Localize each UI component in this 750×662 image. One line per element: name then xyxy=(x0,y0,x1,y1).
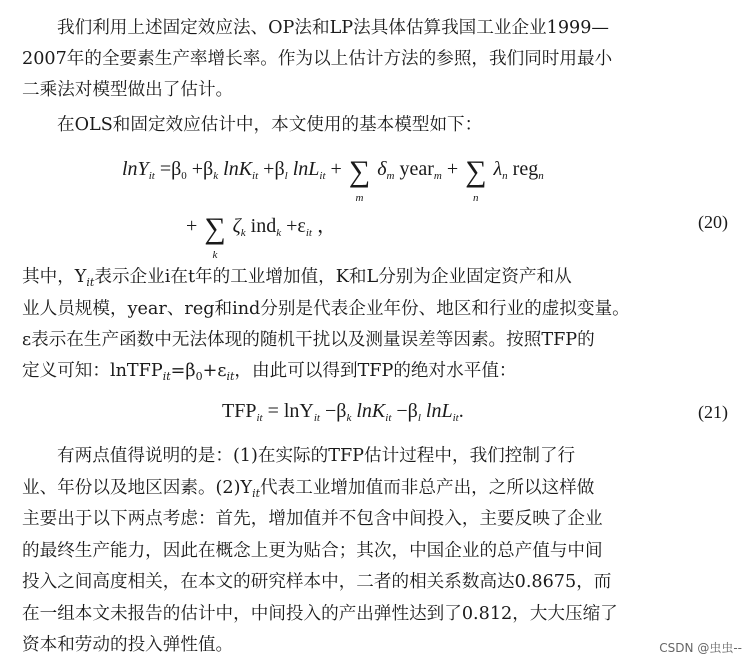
p3-sub-it: it xyxy=(86,276,95,289)
eq21-sub-k: k xyxy=(346,412,352,424)
eq20-sub-k: k xyxy=(213,170,219,182)
eq21-dot: . xyxy=(458,400,464,422)
paragraph-4-line-4: 的最终生产能力，因此在概念上更为贴合；其次，中国企业的总产值与中间 xyxy=(22,541,603,561)
csdn-watermark: CSDN @虫虫-- xyxy=(659,641,742,655)
p4-sub-it: it xyxy=(252,487,261,500)
eq20-equals-beta: =β xyxy=(159,158,182,180)
p4-line2-a: 业、年份以及地区因素。(2)Y xyxy=(22,478,253,498)
eq21-sub-it-3: it xyxy=(385,412,392,424)
paragraph-4-line-7: 资本和劳动的投入弹性值。 xyxy=(22,635,234,655)
p3-sub-it-3: it xyxy=(226,370,235,383)
equation-20-row-1 xyxy=(122,155,544,204)
paragraph-3-line-4 xyxy=(22,359,517,389)
eq21-lnK: lnK xyxy=(356,400,386,422)
eq20-sub-it-4: it xyxy=(305,227,312,239)
equation-21 xyxy=(222,400,464,424)
paragraph-2-line-1: 在OLS和固定效应估计中，本文使用的基本模型如下： xyxy=(57,115,483,135)
paragraph-1-line-2: 2007年的全要素生产率增长率。作为以上估计方法的参照，我们同时用最小 xyxy=(22,49,613,69)
eq20-sub-it-2: it xyxy=(252,170,259,182)
eq20-year: year xyxy=(399,158,434,180)
p4-line2-b: 代表工业增加值而非总产出，之所以这样做 xyxy=(260,478,595,498)
eq20-sub-m: m xyxy=(386,170,395,182)
p3-line4-c: +ε xyxy=(202,361,227,381)
p3-sub-it-2: it xyxy=(162,370,171,383)
eq20-sub-0: 0 xyxy=(181,170,187,182)
sum-m-symbol: ∑ m xyxy=(349,162,370,182)
eq21-minus-beta-l: −β xyxy=(396,400,418,422)
eq20-sub-l: l xyxy=(284,170,288,182)
eq20-sub-n: n xyxy=(502,170,508,182)
eq20-reg: reg xyxy=(512,158,539,180)
eq21-tfp: TFP xyxy=(222,400,257,422)
paragraph-4-line-1: 有两点值得说明的是：(1)在实际的TFP估计过程中，我们控制了行 xyxy=(57,446,576,466)
paragraph-4-line-6: 在一组本文未报告的估计中，中间投入的产出弹性达到了0.812，大大压缩了 xyxy=(22,604,618,624)
equation-20-row-2 xyxy=(186,209,337,261)
eq21-sub-l: l xyxy=(417,412,421,424)
p3-line4-a: 定义可知：lnTFP xyxy=(22,361,163,381)
eq20-zeta: ζ xyxy=(232,215,241,237)
paragraph-1-line-1: 我们利用上述固定效应法、OP法和LP法具体估算我国工业企业1999— xyxy=(57,18,609,38)
sum-n-symbol: ∑ n xyxy=(465,162,486,182)
eq20-sub-m-2: m xyxy=(433,170,442,182)
paragraph-4-line-3: 主要出于以下两点考虑：首先，增加值并不包含中间投入，主要反映了企业 xyxy=(22,509,603,529)
eq21-sub-it-2: it xyxy=(313,412,320,424)
eq20-lambda: λ xyxy=(493,158,503,180)
eq20-lnY: lnY xyxy=(122,158,149,180)
eq21-sub-it-4: it xyxy=(452,412,459,424)
sum-k-limit: k xyxy=(212,249,218,261)
paragraph-4-line-2 xyxy=(22,476,594,506)
eq20-ind: ind xyxy=(250,215,277,237)
eq21-minus-beta-k: −β xyxy=(325,400,347,422)
eq20-plus-beta-l: +β xyxy=(263,158,285,180)
eq20-sub-it: it xyxy=(148,170,155,182)
eq20-plus-4: + xyxy=(446,158,459,180)
eq20-lnK: lnK xyxy=(223,158,253,180)
eq21-equals-lnY: = lnY xyxy=(267,400,314,422)
p3-line1-b: 表示企业i在t年的工业增加值，K和L分别为企业固定资产和从 xyxy=(94,267,572,287)
eq21-sub-it: it xyxy=(256,412,263,424)
paragraph-1-line-3: 二乘法对模型做出了估计。 xyxy=(22,80,234,100)
p3-line4-b: =β xyxy=(170,361,196,381)
paragraph-3-line-2: 业人员规模，year、reg和ind分别是代表企业年份、地区和行业的虚拟变量。 xyxy=(22,299,630,319)
paragraph-4-line-5: 投入之间高度相关，在本文的研究样本中，二者的相关系数高达0.8675，而 xyxy=(22,572,612,592)
eq20-sub-k-3: k xyxy=(276,227,282,239)
eq20-plus-epsilon: +ε xyxy=(286,215,306,237)
p3-line4-d: ，由此可以得到TFP的绝对水平值： xyxy=(234,361,517,381)
eq21-lnL: lnL xyxy=(425,400,453,422)
sum-m-limit: m xyxy=(355,192,364,204)
eq20-plus-3: + xyxy=(330,158,342,180)
eq20-comma: ， xyxy=(316,215,337,237)
p3-sub-0: 0 xyxy=(195,370,203,383)
eq20-plus-beta-k: +β xyxy=(191,158,214,180)
eq20-sub-it-3: it xyxy=(319,170,326,182)
p3-line1-a: 其中，Y xyxy=(22,267,87,287)
equation-21-number: (21) xyxy=(698,402,728,422)
paragraph-3-line-1 xyxy=(22,265,572,295)
sum-k-symbol: ∑ k xyxy=(204,219,225,239)
equation-20-number: (20) xyxy=(698,212,728,232)
sum-n-limit: n xyxy=(473,192,479,204)
eq20-row2-plus: + xyxy=(186,215,198,237)
eq20-sub-k-2: k xyxy=(240,227,246,239)
paragraph-3-line-3: ε表示在生产函数中无法体现的随机干扰以及测量误差等因素。按照TFP的 xyxy=(22,330,595,350)
eq20-delta: δ xyxy=(377,158,387,180)
eq20-lnL: lnL xyxy=(292,158,320,180)
eq20-sub-n-2: n xyxy=(538,170,544,182)
